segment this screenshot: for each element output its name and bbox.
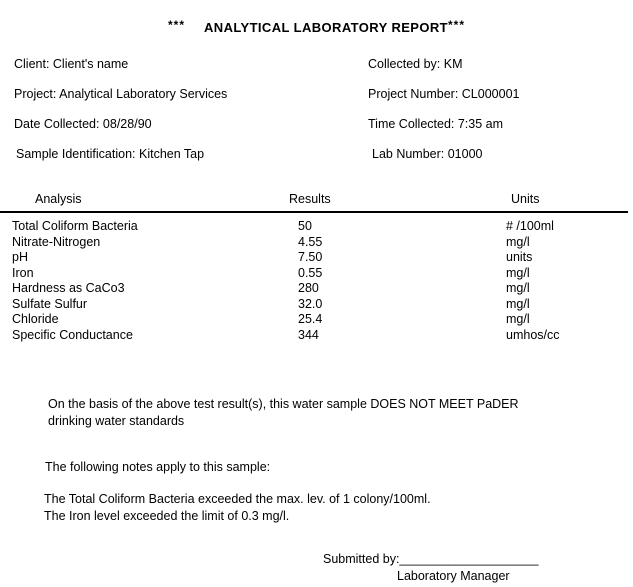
sample-identification-label: Sample Identification: Kitchen Tap [16,147,205,161]
analysis-name: Iron [12,265,34,280]
result-value: 280 [298,281,319,295]
table-row [0,219,633,235]
column-header-results: Results [289,192,331,206]
signatory-role: Laboratory Manager [397,569,510,583]
table-row [0,297,633,313]
client-label: Client: Client's name [14,57,129,71]
result-value: 32.0 [298,296,323,311]
unit-value: umhos/cc [506,327,560,342]
note-item: The Iron level exceeded the limit of 0.3 mg/l. [44,508,290,523]
result-value: 25.4 [298,312,323,326]
conclusion-line-1: On the basis of the above test result(s), this water sample DOES NOT MEET PaDER [48,397,519,411]
notes-intro: The following notes apply to this sample: [45,460,271,474]
unit-value: units [506,250,533,264]
result-value: 0.55 [298,265,323,280]
conclusion-line-2: drinking water standards [48,414,185,428]
analysis-name: Chloride [12,312,59,326]
analysis-name: pH [12,250,28,264]
analysis-name: Sulfate Sulfur [12,296,88,311]
time-collected-label: Time Collected: 7:35 am [368,117,504,131]
title-stars-left: *** [168,18,186,32]
lab-number-label: Lab Number: 01000 [372,147,483,161]
unit-value: mg/l [506,296,530,311]
table-header-rule [0,211,628,213]
table-row [0,250,633,266]
analysis-name: Specific Conductance [12,327,133,342]
collected-by-label: Collected by: KM [368,57,463,71]
unit-value: # /100ml [506,219,554,233]
result-value: 344 [298,327,319,342]
unit-value: mg/l [506,281,530,295]
submitted-by-label: Submitted by: [323,552,400,566]
unit-value: mg/l [506,265,530,280]
result-value: 50 [298,219,312,233]
date-collected-label: Date Collected: 08/28/90 [14,117,152,131]
table-row [0,266,633,282]
unit-value: mg/l [506,234,530,249]
table-row [0,235,633,251]
analysis-name: Total Coliform Bacteria [12,219,138,233]
title-stars-right: *** [448,18,466,32]
table-row [0,281,633,297]
report-title: ANALYTICAL LABORATORY REPORT [204,20,449,35]
table-row [0,312,633,328]
unit-value: mg/l [506,312,530,326]
analysis-name: Nitrate-Nitrogen [12,234,101,249]
project-number-label: Project Number: CL000001 [368,87,520,101]
note-item: The Total Coliform Bacteria exceeded the max. lev. of 1 colony/100ml. [44,492,431,506]
result-value: 7.50 [298,250,323,264]
analysis-name: Hardness as CaCo3 [12,281,125,295]
table-row [0,328,633,344]
result-value: 4.55 [298,234,323,249]
signature-row [323,552,538,566]
column-header-units: Units [511,192,540,206]
column-header-analysis: Analysis [35,192,82,206]
signature-blank-line: ____________________ [399,552,539,566]
project-label: Project: Analytical Laboratory Services [14,87,228,101]
